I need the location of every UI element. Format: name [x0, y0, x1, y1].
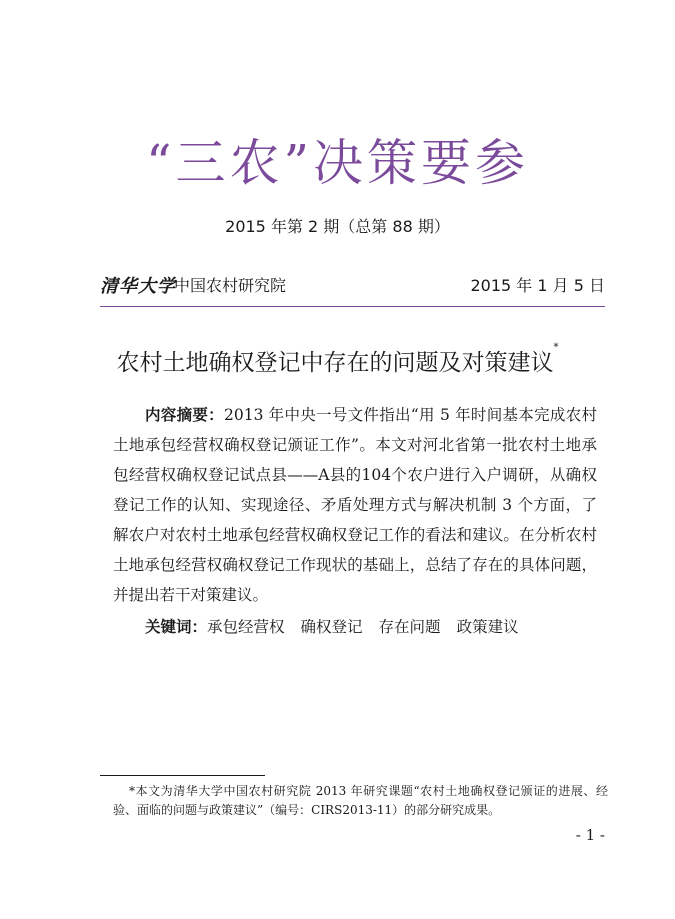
keyword: 存在问题: [378, 618, 441, 636]
footnote-divider: [100, 775, 265, 776]
article-title-text: 农村土地确权登记中存在的问题及对策建议: [116, 350, 554, 376]
article-title: [0, 344, 675, 377]
header-divider: [100, 306, 605, 307]
abstract-label: 内容摘要：: [145, 406, 224, 424]
keyword: 确权登记: [300, 618, 363, 636]
page-number: - 1 -: [575, 826, 605, 844]
publication-date: 2015 年 1 月 5 日: [470, 276, 605, 295]
keywords: [145, 612, 535, 642]
tsinghua-logo: 清华大学: [100, 276, 176, 297]
abstract-text: 2013 年中央一号文件指出“用 5 年时间基本完成农村土地承包经营权确权登记颁证工作”。本文对河北省第一批农村土地承包经营权确权登记试点县——A县的104个农户进行入户调研，从确权登记工作的认知、实现途径、矛盾处理方式与解决机制 3 个方面，了解农户对农村土地承包经营权确权登记工作的看法和建议。在分析农村土地承包经营权确权登记工作现状的基础上，总结了存在的具体问题，并提出若干对策建议。: [113, 406, 597, 604]
org-name: 中国农村研究院: [174, 276, 287, 295]
footnote: *本文为清华大学中国农村研究院 2013 年研究课题“农村土地确权登记颁证的进展、经验、面临的问题与政策建议”（编号：CIRS2013-11）的部分研究成果。: [113, 784, 608, 817]
keyword: 承包经营权: [207, 618, 285, 636]
abstract: [113, 400, 597, 610]
keyword: 政策建议: [456, 618, 519, 636]
publication-header: [100, 272, 605, 296]
keywords-label: 关键词：: [145, 618, 208, 636]
footnote-marker: *: [553, 342, 559, 353]
issue-number: 2015 年第 2 期（总第 88 期）: [225, 217, 450, 236]
masthead-title: “三农”决策要参: [145, 134, 530, 192]
